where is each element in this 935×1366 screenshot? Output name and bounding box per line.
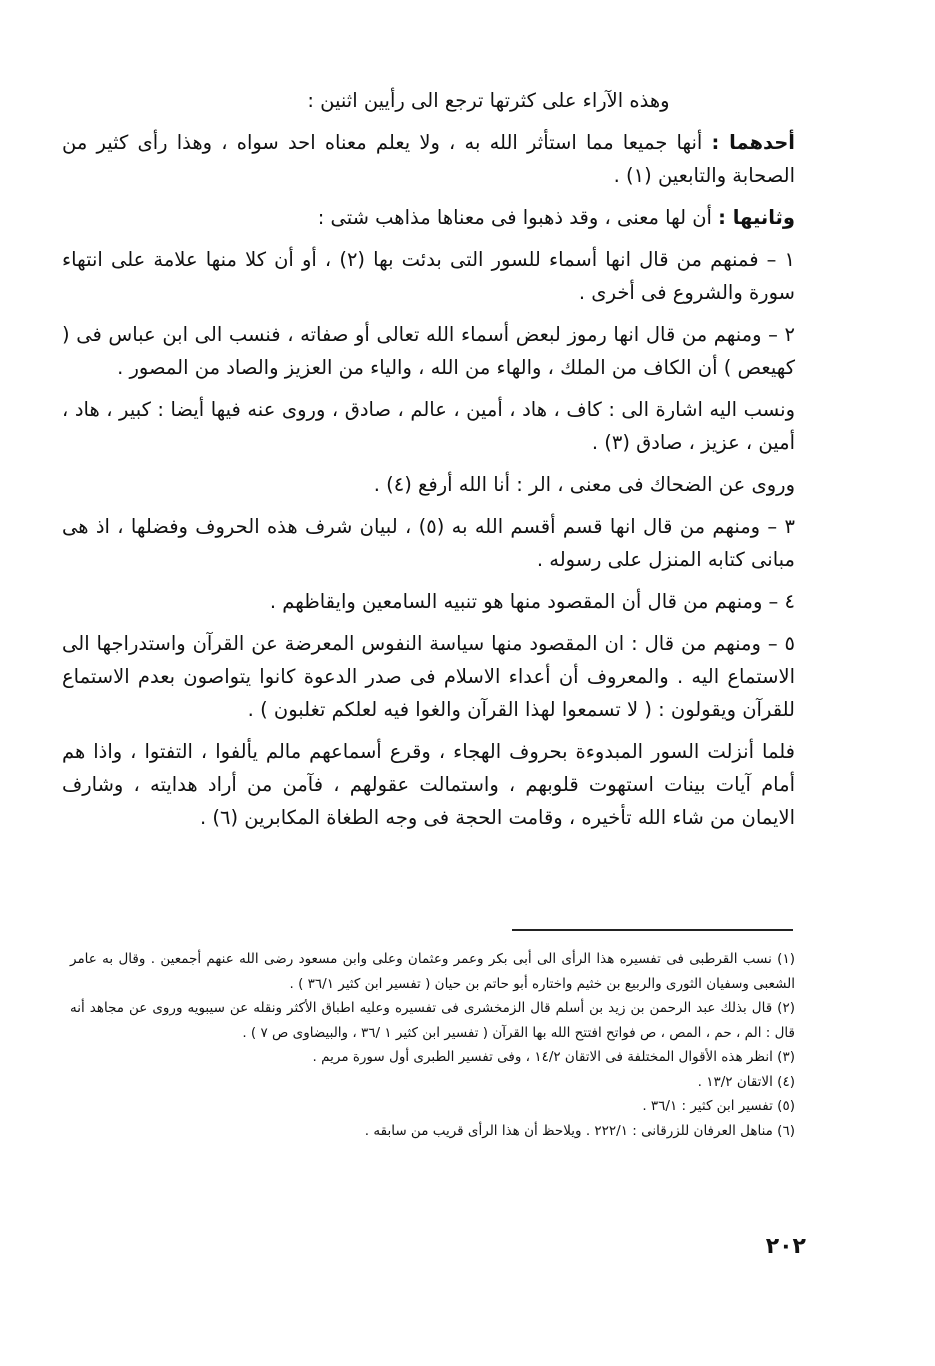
paragraph <box>62 201 795 234</box>
paragraph <box>62 468 795 501</box>
paragraph <box>62 585 795 618</box>
paragraph-text: ٣ – ومنهم من قال انها قسم أقسم الله به (٥) ، لبيان شرف هذه الحروف وفضلها ، اذ هى مبانى كتابه المنزل على رسوله . <box>62 515 795 571</box>
paragraph-text: فلما أنزلت السور المبدوءة بحروف الهجاء ، وقرع أسماعهم مالم يألفوا ، التفتوا ، واذا هم أمام آيات بينات استهوت قلوبهم ، واستمالت عقولهم ، فآمن من أراد هدايته ، وشارف الايمان من شاء الله تأخيره ، وقامت الحجة فى وجه الطغاة المكابرين (٦) . <box>62 740 795 829</box>
footnote-divider <box>512 929 793 931</box>
paragraph-text: ٤ – ومنهم من قال أن المقصود منها هو تنبيه السامعين وايقاظهم . <box>269 590 795 613</box>
paragraph-text: ١ – فمنهم من قال انها أسماء للسور التى بدئت بها (٢) ، أو أن كلا منها علامة على انتهاء سورة والشروع فى أخرى . <box>62 248 795 304</box>
paragraph <box>62 735 795 834</box>
paragraph-lead: أحدهما : <box>711 131 795 154</box>
paragraph-text: ٥ – ومنهم من قال : ان المقصود منها سياسة النفوس المعرضة عن القرآن واستدراجها الى الاستماع اليه . والمعروف أن أعداء الاسلام فى صدر الدعوة كانوا يتواصون بعدم الاستماع للقرآن ويقولون : ( لا تسمعوا لهذا القرآن والغوا فيه لعلكم تغلبون ) . <box>62 632 795 721</box>
footnote: (٢) قال بذلك عبد الرحمن بن زيد بن أسلم قال الزمخشرى فى تفسيره وعليه اطباق الأكثر ونقله عن سيبويه وروى عن مجاهد أنه قال : الم ، حم ، المص ، ص فواتح افتتح الله بها القرآن ( تفسير ابن كثير ١ /٣٦ ، والبيضاوى ص ٧ ) . <box>70 1000 795 1041</box>
footnote: (٤) الاتقان ١٣/٢ . <box>697 1073 795 1090</box>
footnote: (٦) مناهل العرفان للزرقانى : ٢٢٢/١ . ويلاحظ أن هذا الرأى قريب من سابقه . <box>364 1122 795 1139</box>
page-number: ٢٠٢ <box>765 1234 806 1259</box>
paragraph-text: أنها جميعا مما استأثر الله به ، ولا يعلم معناه احد سواه ، وهذا رأى كثير من الصحابة والتابعين (١) . <box>62 131 795 187</box>
paragraph-text: ٢ – ومنهم من قال انها رموز لبعض أسماء الله تعالى أو صفاته ، فنسب الى ابن عباس فى ( كهيعص ) أن الكاف من الملك ، والهاء من الله ، والياء من العزيز والصاد من المصور . <box>62 323 795 379</box>
paragraph <box>62 243 795 309</box>
footnote: (١) نسب القرطبى فى تفسيره هذا الرأى الى أبى بكر وعمر وعثمان وعلى وابن مسعود رضى الله عنهم أجمعين . وقال به عامر الشعبى وسفيان الثورى والربيع بن خثيم واختاره أبو حاتم بن حيان ( تفسير ابن كثير ٣٦/١ ) . <box>70 951 795 992</box>
paragraph-lead: وثانيها : <box>718 206 795 229</box>
paragraph-text: وروى عن الضحاك فى معنى ، الر : أنا الله أرفع (٤) . <box>373 473 795 496</box>
paragraph <box>62 84 795 117</box>
footnote: (٥) تفسير ابن كثير : ٣٦/١ . <box>642 1098 795 1114</box>
paragraph <box>62 510 795 576</box>
paragraph-text: وهذه الآراء على كثرتها ترجع الى رأيين اثنين : <box>307 89 670 112</box>
paragraph <box>62 627 795 726</box>
paragraph-text: ونسب اليه اشارة الى : كاف ، هاد ، أمين ، عالم ، صادق ، وروى عنه فيها أيضا : كبير ، هاد ، أمين ، عزيز ، صادق (٣) . <box>62 398 795 454</box>
footnote: (٣) انظر هذه الأقوال المختلفة فى الاتقان ١٤/٢ ، وفى تفسير الطبرى أول سورة مريم . <box>312 1049 795 1065</box>
paragraph <box>62 126 795 192</box>
paragraph-text: أن لها معنى ، وقد ذهبوا فى معناها مذاهب شتى : <box>317 206 719 229</box>
paragraph <box>62 393 795 459</box>
paragraph <box>62 318 795 384</box>
footnotes <box>70 947 795 1143</box>
main-text <box>62 84 795 843</box>
